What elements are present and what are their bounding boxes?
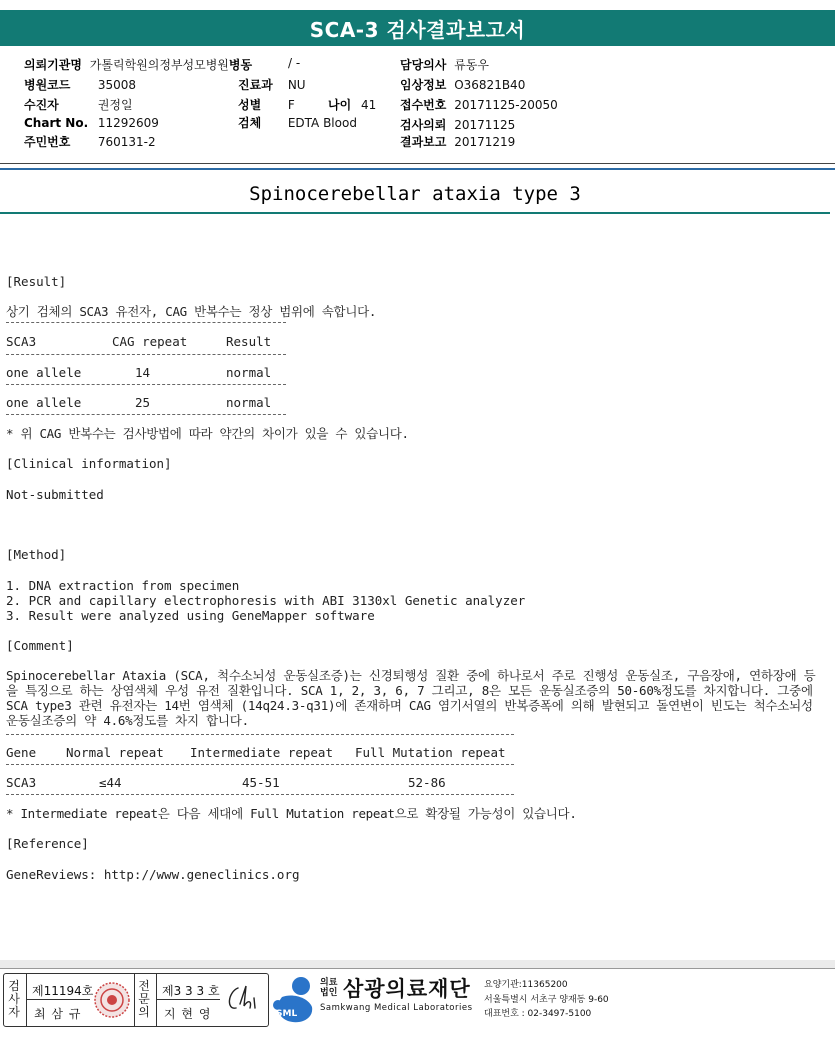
ward-label: 병동	[228, 58, 253, 72]
doctor-value: 류동우	[454, 58, 489, 72]
comment-col-intermediate: Intermediate repeat	[190, 745, 333, 760]
result-row2-cag: 25	[135, 395, 151, 410]
chart-value: 11292609	[97, 116, 159, 130]
result-row1-allele: one allele	[6, 365, 82, 380]
org-address: 서울특별시 서초구 양재동 9-60	[484, 995, 609, 1005]
ward-value: / -	[288, 56, 301, 70]
org-code: 요양기관:11365200	[484, 980, 568, 990]
header-divider	[0, 168, 835, 170]
institution-value: 가톨릭학원의정부성모병원	[89, 58, 229, 72]
clinical-value: O36821B40	[454, 78, 526, 92]
result-summary: 상기 검체의 SCA3 유전자, CAG 반복수는 정상 범위에 속합니다.	[6, 304, 377, 319]
dept-label: 진료과	[238, 78, 273, 92]
org-english-name: Samkwang Medical Laboratories	[320, 1003, 473, 1013]
org-phone: 대표번호 : 02-3497-5100	[484, 1009, 592, 1019]
patient-value: 권정일	[97, 98, 133, 112]
specialist-signature-icon	[222, 982, 262, 1018]
divider	[26, 974, 27, 1026]
logo-text: SML	[276, 1009, 298, 1019]
result-row2-result: normal	[226, 395, 272, 410]
result-row2-allele: one allele	[6, 395, 82, 410]
reference-text: GeneReviews: http://www.geneclinics.org	[6, 867, 300, 882]
comment-heading: [Comment]	[6, 638, 74, 653]
comment-note: * Intermediate repeat은 다음 세대에 Full Mutation repeat으로 확장될 가능성이 있습니다.	[6, 806, 577, 821]
specimen-value: EDTA Blood	[287, 116, 357, 130]
comment-col-full: Full Mutation repeat	[355, 745, 506, 760]
result-heading: [Result]	[6, 274, 67, 289]
comment-row-normal: ≤44	[99, 775, 122, 790]
table-divider	[6, 734, 514, 735]
dept-value: NU	[287, 78, 306, 92]
hospital-code-label: 병원코드	[24, 78, 71, 92]
institution-row	[24, 56, 252, 73]
sex-label: 성별	[238, 98, 262, 112]
examiner-name: 최 삼 규	[34, 1007, 82, 1021]
method-step-1: 1. DNA extraction from specimen	[6, 578, 240, 593]
comment-col-normal: Normal repeat	[66, 745, 164, 760]
table-divider	[6, 414, 286, 415]
comment-text: Spinocerebellar Ataxia (SCA, 척수소뇌성 운동실조증)는 신경퇴행성 질환 중에 하나로서 주로 진행성 운동실조, 구음장애, 연하장애 등을 특징으로 하는 상염색체 우성 유전 질환입니다. SCA 1, 2, 3, 6, 7 그리고, 8은 모든 운동실조증의 50-60%정도를 차지합니다. 그중에 SCA type3 관련 유전자는 14번 염색체 (14q24.3-q31)에 존재하며 CAG 염기서열의 반복증폭에 의해 발현되고 돌연변이 빈도는 척수소뇌성 운동실조증의 약 4.6%정도를 차지 합니다.	[6, 668, 816, 728]
age-value: 41	[361, 98, 377, 112]
report-date-value: 20171219	[454, 135, 516, 149]
divider	[26, 999, 90, 1000]
examiner-number: 제11194호	[32, 984, 94, 998]
request-value: 20171125	[454, 118, 516, 132]
org-type: 의료 법인	[320, 978, 338, 998]
method-step-2: 2. PCR and capillary electrophoresis with ABI 3130xl Genetic analyzer	[6, 593, 526, 608]
signature-box	[3, 973, 269, 1027]
report-title: SCA-3 검사결과보고서	[309, 17, 526, 42]
test-title: Spinocerebellar ataxia type 3	[249, 183, 581, 205]
result-col-cag: CAG repeat	[112, 334, 188, 349]
clinical-label: 임상정보	[400, 78, 447, 92]
comment-row-full: 52-86	[408, 775, 446, 790]
clinical-heading: [Clinical information]	[6, 456, 172, 471]
report-title-bar	[0, 10, 835, 46]
table-divider	[6, 794, 514, 795]
specialist-number: 제3 3 3 호	[162, 984, 220, 998]
doctor-label: 담당의사	[400, 58, 447, 72]
method-step-3: 3. Result were analyzed using GeneMapper software	[6, 608, 375, 623]
comment-row-gene: SCA3	[6, 775, 37, 790]
comment-col-gene: Gene	[6, 745, 37, 760]
table-divider	[6, 384, 286, 385]
institution-label: 의뢰기관명	[24, 58, 82, 72]
id-value: 760131-2	[97, 135, 156, 149]
comment-row-intermediate: 45-51	[242, 775, 280, 790]
reference-heading: [Reference]	[6, 836, 89, 851]
receipt-value: 20171125-20050	[454, 98, 558, 112]
divider	[156, 999, 220, 1000]
patient-label: 수진자	[24, 98, 59, 112]
test-title-divider	[0, 212, 830, 214]
examiner-seal-icon	[92, 980, 132, 1020]
org-name: 삼광의료재단	[343, 977, 471, 1001]
result-note: * 위 CAG 반복수는 검사방법에 따라 약간의 차이가 있을 수 있습니다.	[6, 426, 409, 441]
method-heading: [Method]	[6, 547, 67, 562]
age-label: 나이	[328, 98, 352, 112]
divider	[156, 974, 157, 1026]
specialist-vertical-label: 전 문 의	[138, 979, 150, 1019]
chart-label: Chart No.	[24, 116, 89, 130]
table-divider	[6, 764, 514, 765]
receipt-label: 접수번호	[400, 98, 447, 112]
clinical-text: Not-submitted	[6, 487, 104, 502]
hospital-code-value: 35008	[97, 78, 137, 92]
result-row1-result: normal	[226, 365, 272, 380]
result-col-result: Result	[226, 334, 272, 349]
specialist-name: 지 현 영	[164, 1007, 212, 1021]
specimen-label: 검체	[238, 116, 262, 130]
footer-band	[0, 960, 835, 968]
divider	[134, 974, 135, 1026]
request-label: 검사의뢰	[400, 118, 447, 132]
table-divider	[6, 354, 286, 355]
table-divider	[6, 322, 286, 323]
examiner-vertical-label: 검 사 자	[8, 979, 20, 1019]
header-divider-thin	[0, 163, 835, 164]
id-label: 주민번호	[24, 135, 71, 149]
result-row1-cag: 14	[135, 365, 151, 380]
result-col-sca3: SCA3	[6, 334, 37, 349]
report-date-label: 결과보고	[400, 135, 447, 149]
sex-value: F	[287, 98, 295, 112]
footer-divider	[0, 968, 835, 969]
